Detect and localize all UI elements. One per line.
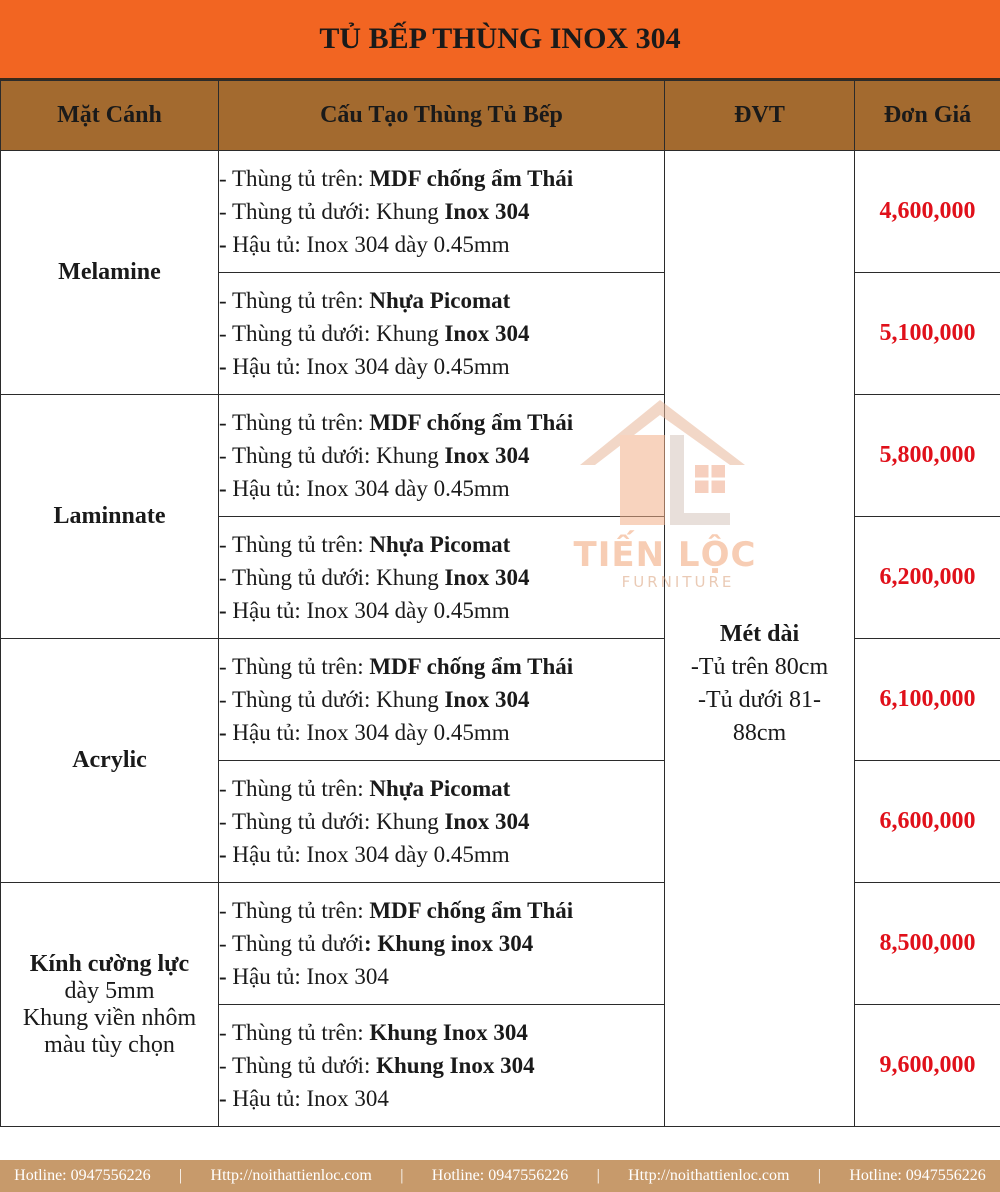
price-value: 4,600,000 xyxy=(855,151,1000,273)
price-value: 8,500,000 xyxy=(855,883,1000,1005)
watermark-name: TIẾN LỘC xyxy=(573,535,757,575)
upper-cabinet-line: - Thùng tủ trên: MDF chống ẩm Thái xyxy=(219,898,574,923)
structure-cell xyxy=(219,517,665,639)
face-detail: Khung viền nhôm xyxy=(22,1004,197,1031)
back-panel-line: - Hậu tủ: Inox 304 dày 0.45mm xyxy=(219,598,510,623)
upper-cabinet-line: - Thùng tủ trên: Khung Inox 304 xyxy=(219,1020,528,1045)
upper-cabinet-line: - Thùng tủ trên: MDF chống ẩm Thái xyxy=(219,410,574,435)
structure-cell xyxy=(219,761,665,883)
footer-item: Http://noithattienloc.com xyxy=(628,1167,790,1184)
back-panel-line: - Hậu tủ: Inox 304 dày 0.45mm xyxy=(219,232,510,257)
upper-cabinet-line: - Thùng tủ trên: MDF chống ẩm Thái xyxy=(219,166,574,191)
price-value: 6,200,000 xyxy=(855,517,1000,639)
unit-line: 88cm xyxy=(732,719,787,746)
footer-item: Hotline: 0947556226 xyxy=(849,1167,986,1184)
structure-cell xyxy=(219,639,665,761)
price-value: 6,100,000 xyxy=(855,639,1000,761)
header-row xyxy=(1,81,1000,151)
watermark-sub: FURNITURE xyxy=(621,573,735,591)
table-row xyxy=(1,151,1000,273)
face-name: Acrylic xyxy=(72,747,147,773)
lower-cabinet-line: - Thùng tủ dưới: Khung Inox 304 xyxy=(219,809,530,834)
lower-cabinet-line: - Thùng tủ dưới: Khung Inox 304 xyxy=(219,687,530,712)
upper-cabinet-line: - Thùng tủ trên: MDF chống ẩm Thái xyxy=(219,654,574,679)
lower-cabinet-line: - Thùng tủ dưới: Khung Inox 304 xyxy=(219,565,530,590)
unit-line: -Tủ trên 80cm xyxy=(690,653,829,680)
price-value: 9,600,000 xyxy=(855,1005,1000,1127)
lower-cabinet-line: - Thùng tủ dưới: Khung Inox 304 xyxy=(219,443,530,468)
face-name: Laminnate xyxy=(53,503,166,529)
face-cell xyxy=(1,883,219,1127)
footer-separator: | xyxy=(178,1167,183,1184)
footer-item: Hotline: 0947556226 xyxy=(14,1167,151,1184)
structure-cell xyxy=(219,273,665,395)
footer-separator: | xyxy=(400,1167,404,1184)
lower-cabinet-line: - Thùng tủ dưới: Khung inox 304 xyxy=(219,931,534,956)
structure-cell xyxy=(219,1005,665,1127)
header-unit: ĐVT xyxy=(665,81,855,151)
table-title: TỦ BẾP THÙNG INOX 304 xyxy=(0,0,1000,80)
upper-cabinet-line: - Thùng tủ trên: Nhựa Picomat xyxy=(219,532,511,557)
back-panel-line: - Hậu tủ: Inox 304 dày 0.45mm xyxy=(219,354,510,379)
header-face: Mặt Cánh xyxy=(1,81,219,151)
structure-cell xyxy=(219,395,665,517)
header-price: Đơn Giá xyxy=(855,81,1000,151)
header-structure: Cấu Tạo Thùng Tủ Bếp xyxy=(219,81,665,151)
price-value: 6,600,000 xyxy=(855,761,1000,883)
back-panel-line: - Hậu tủ: Inox 304 xyxy=(219,964,389,989)
footer-separator: | xyxy=(817,1167,821,1184)
footer-separator: | xyxy=(596,1167,600,1184)
lower-cabinet-line: - Thùng tủ dưới: Khung Inox 304 xyxy=(219,199,530,224)
back-panel-line: - Hậu tủ: Inox 304 dày 0.45mm xyxy=(219,842,510,867)
face-cell xyxy=(1,395,219,639)
unit-line: -Tủ dưới 81- xyxy=(697,686,821,713)
face-detail: màu tùy chọn xyxy=(44,1031,175,1058)
price-table xyxy=(0,80,1000,1127)
face-name: Melamine xyxy=(58,259,161,285)
structure-cell xyxy=(219,883,665,1005)
face-cell xyxy=(1,639,219,883)
price-value: 5,800,000 xyxy=(855,395,1000,517)
footer-item: Hotline: 0947556226 xyxy=(431,1167,569,1184)
footer-item: Http://noithattienloc.com xyxy=(210,1167,372,1184)
back-panel-line: - Hậu tủ: Inox 304 dày 0.45mm xyxy=(219,720,510,745)
back-panel-line: - Hậu tủ: Inox 304 xyxy=(219,1086,389,1111)
unit-cell xyxy=(665,151,855,1127)
upper-cabinet-line: - Thùng tủ trên: Nhựa Picomat xyxy=(219,776,511,801)
price-value: 5,100,000 xyxy=(855,273,1000,395)
face-cell xyxy=(1,151,219,395)
unit-main: Mét dài xyxy=(719,620,800,647)
lower-cabinet-line: - Thùng tủ dưới: Khung Inox 304 xyxy=(219,1053,535,1078)
structure-cell xyxy=(219,151,665,273)
back-panel-line: - Hậu tủ: Inox 304 dày 0.45mm xyxy=(219,476,510,501)
lower-cabinet-line: - Thùng tủ dưới: Khung Inox 304 xyxy=(219,321,530,346)
face-detail: dày 5mm xyxy=(64,977,155,1004)
footer-bar xyxy=(0,1160,1000,1192)
upper-cabinet-line: - Thùng tủ trên: Nhựa Picomat xyxy=(219,288,511,313)
face-name: Kính cường lực xyxy=(29,950,190,977)
